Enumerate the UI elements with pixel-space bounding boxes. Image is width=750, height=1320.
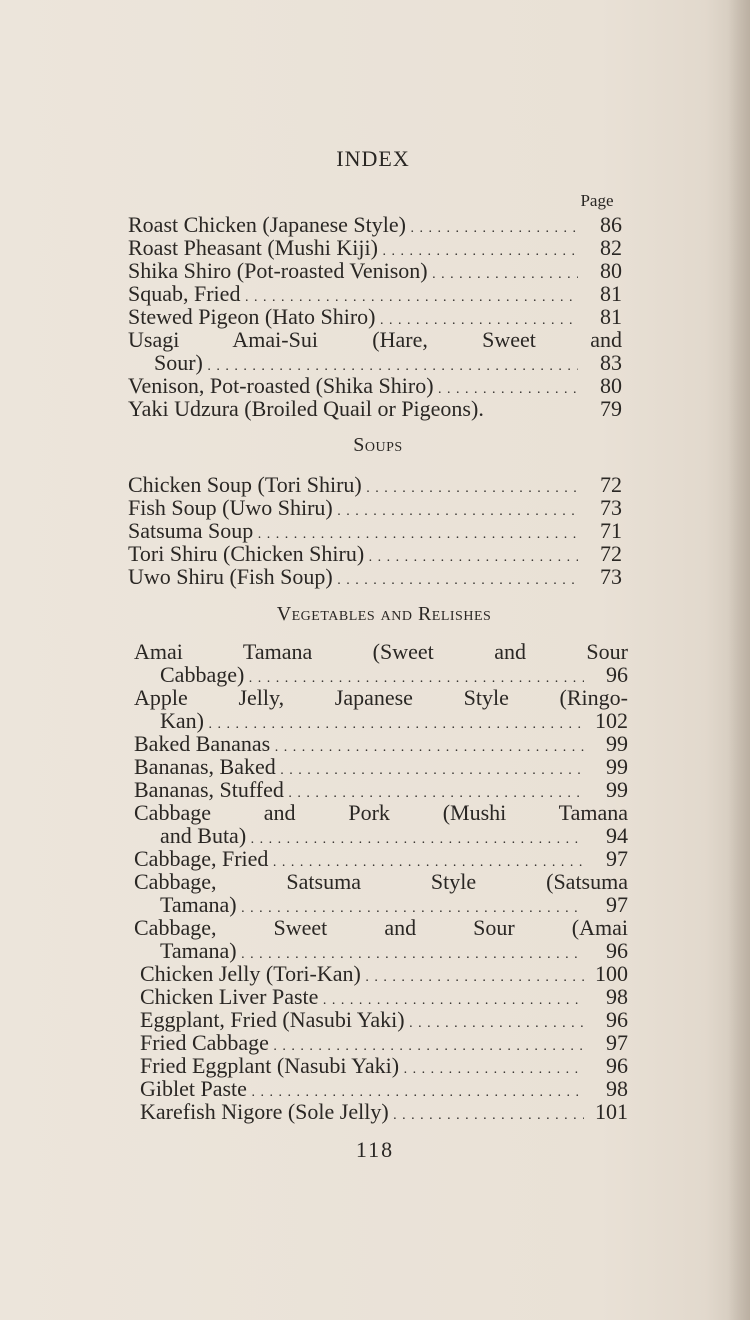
page-title: INDEX [336, 146, 410, 171]
index-entry: Baked Bananas . . . 99 [134, 732, 628, 755]
index-entry-continued: Kan) . . . 102 [134, 709, 628, 732]
index-entry: Yaki Udzura (Broiled Quail or Pigeons). 79 [128, 396, 622, 421]
index-entry: Fish Soup (Uwo Shiru) . . . 73 [128, 496, 622, 519]
index-entry-continued: Tamana) . . . 97 [134, 893, 628, 916]
index-entry: Chicken Soup (Tori Shiru) . . . 72 [128, 473, 622, 496]
index-entry: Roast Pheasant (Mushi Kiji) . . . 82 [128, 236, 622, 259]
index-entry: Apple Jelly, Japanese Style (Ringo- [134, 686, 628, 710]
index-entry: Venison, Pot-roasted (Shika Shiro) . . . 80 [128, 374, 622, 397]
index-entry: Eggplant, Fried (Nasubi Yaki) . . . 96 [140, 1008, 628, 1031]
index-entry: Shika Shiro (Pot-roasted Venison) . . . 80 [128, 259, 622, 282]
index-entry: Fried Eggplant (Nasubi Yaki) . . . 96 [140, 1054, 628, 1077]
index-entry: Karefish Nigore (Sole Jelly) . . . 101 [140, 1100, 628, 1123]
index-entry: Squab, Fried . . . 81 [128, 282, 622, 305]
section-heading: Soups [353, 434, 403, 456]
index-entry-continued: Cabbage) . . . 96 [134, 663, 628, 686]
page-column-heading: Page [580, 191, 614, 210]
index-entry: Fried Cabbage . . . 97 [140, 1031, 628, 1054]
index-entry: Uwo Shiru (Fish Soup) . . . 73 [128, 565, 622, 588]
index-entry: Cabbage, Fried . . . 97 [134, 847, 628, 870]
index-entry: Stewed Pigeon (Hato Shiro) . . . 81 [128, 305, 622, 328]
index-entry: Giblet Paste . . . 98 [140, 1077, 628, 1100]
index-entry-continued: Sour) . . . 83 [128, 351, 622, 374]
index-entry: Tori Shiru (Chicken Shiru) . . . 72 [128, 542, 622, 565]
index-entry: Chicken Liver Paste . . . 98 [140, 985, 628, 1008]
index-entry: Cabbage, Satsuma Style (Satsuma [134, 870, 628, 894]
index-entry: Usagi Amai-Sui (Hare, Sweet and [128, 328, 622, 352]
page-edge-shadow [728, 0, 750, 1320]
index-entry: Bananas, Baked . . . 99 [134, 755, 628, 778]
section-heading: Vegetables and Relishes [276, 603, 492, 625]
index-entry: Bananas, Stuffed . . . 99 [134, 778, 628, 801]
index-entry: Amai Tamana (Sweet and Sour [134, 640, 628, 664]
index-entry: Cabbage and Pork (Mushi Tamana [134, 801, 628, 825]
index-entry-continued: and Buta) . . . 94 [134, 824, 628, 847]
index-entry: Satsuma Soup . . . 71 [128, 519, 622, 542]
page-number: 118 [355, 1137, 395, 1162]
index-entry: Chicken Jelly (Tori-Kan) . . . 100 [140, 962, 628, 985]
index-entry: Roast Chicken (Japanese Style) . . . 86 [128, 213, 622, 236]
index-entry-continued: Tamana) . . . 96 [134, 939, 628, 962]
index-entry: Cabbage, Sweet and Sour (Amai [134, 916, 628, 940]
